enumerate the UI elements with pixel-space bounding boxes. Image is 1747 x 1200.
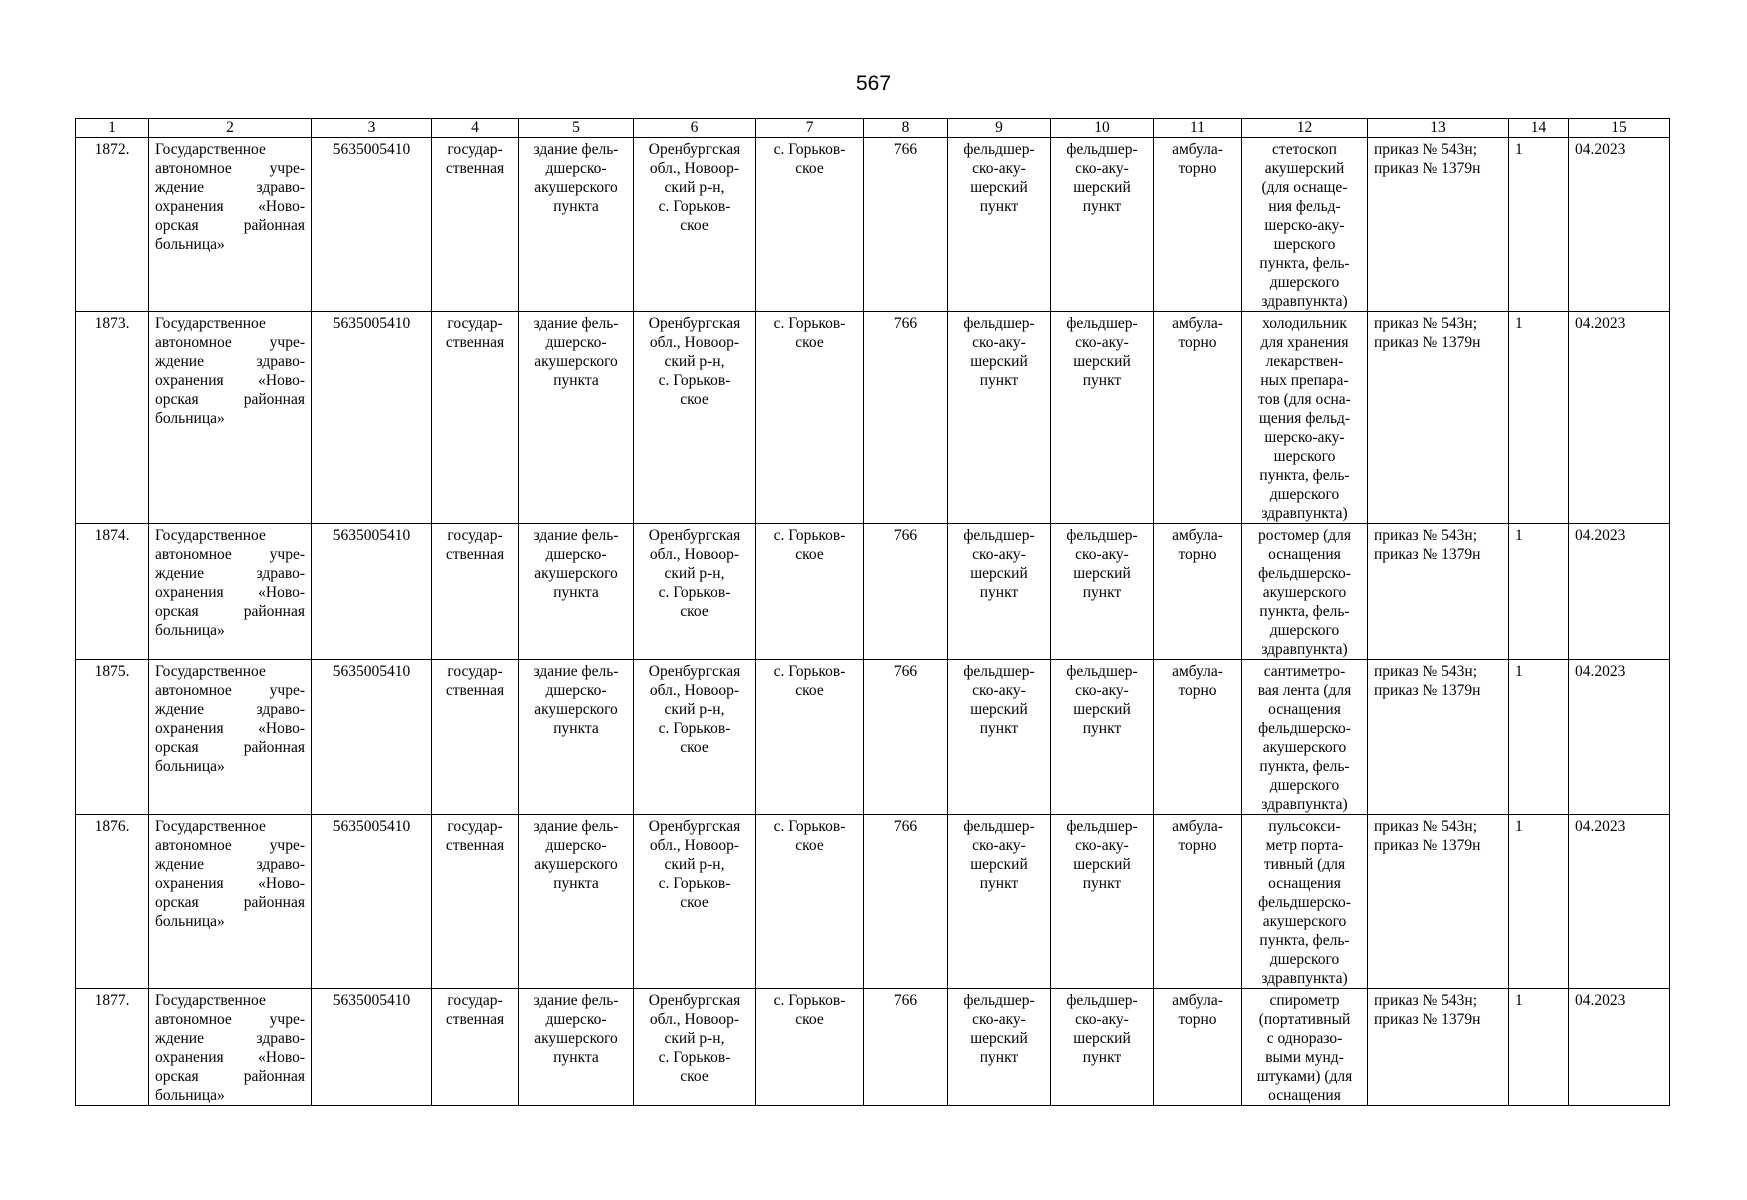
ownership-form: государ- ственная <box>432 138 519 312</box>
building-type: здание фель- дшерско- акушерского пункта <box>519 312 634 524</box>
equipment: стетоскоп акушерский (для оснаще- ния фельд- шерско-аку- шерского пункта, фель- дшерского здравпункта) <box>1242 138 1368 312</box>
care-form: амбула- торно <box>1154 524 1242 660</box>
unit-type: фельдшер- ско-аку- шерский пункт <box>948 138 1051 312</box>
page-number: 567 <box>855 72 892 95</box>
column-header: 6 <box>634 119 756 138</box>
code: 766 <box>864 989 948 1106</box>
address: Оренбургская обл., Новоор- ский р-н, с. Горьков- ское <box>634 989 756 1106</box>
date: 04.2023 <box>1569 815 1670 989</box>
settlement: с. Горьков- ское <box>756 138 864 312</box>
column-number-row <box>76 119 1670 138</box>
column-header: 8 <box>864 119 948 138</box>
order-reference: приказ № 543н; приказ № 1379н <box>1368 312 1509 524</box>
unit-type: фельдшер- ско-аку- шерский пункт <box>948 312 1051 524</box>
table-row <box>76 660 1670 815</box>
organization-name: Государственное автономное учре-ждение здраво-охранения «Ново-орская районная больница» <box>149 312 312 524</box>
building-type: здание фель- дшерско- акушерского пункта <box>519 524 634 660</box>
unit-type: фельдшер- ско-аку- шерский пункт <box>948 815 1051 989</box>
column-header: 15 <box>1569 119 1670 138</box>
unit-name: фельдшер- ско-аку- шерский пункт <box>1051 524 1154 660</box>
settlement: с. Горьков- ское <box>756 815 864 989</box>
equipment: холодильник для хранения лекарствен- ных препара- тов (для осна- щения фельд- шерско-аку- шерского пункта, фель- дшерского здравпункта) <box>1242 312 1368 524</box>
building-type: здание фель- дшерско- акушерского пункта <box>519 138 634 312</box>
unit-name: фельдшер- ско-аку- шерский пункт <box>1051 312 1154 524</box>
care-form: амбула- торно <box>1154 989 1242 1106</box>
building-type: здание фель- дшерско- акушерского пункта <box>519 989 634 1106</box>
column-header: 4 <box>432 119 519 138</box>
inn-code: 5635005410 <box>312 312 432 524</box>
unit-name: фельдшер- ско-аку- шерский пункт <box>1051 660 1154 815</box>
row-number: 1876. <box>76 815 149 989</box>
order-reference: приказ № 543н; приказ № 1379н <box>1368 660 1509 815</box>
column-header: 1 <box>76 119 149 138</box>
code: 766 <box>864 660 948 815</box>
inn-code: 5635005410 <box>312 660 432 815</box>
organization-name: Государственное автономное учре-ждение здраво-охранения «Ново-орская районная больница» <box>149 524 312 660</box>
ownership-form: государ- ственная <box>432 660 519 815</box>
quantity: 1 <box>1509 138 1569 312</box>
order-reference: приказ № 543н; приказ № 1379н <box>1368 989 1509 1106</box>
table-row <box>76 312 1670 524</box>
row-number: 1874. <box>76 524 149 660</box>
address: Оренбургская обл., Новоор- ский р-н, с. Горьков- ское <box>634 660 756 815</box>
organization-name: Государственное автономное учре-ждение здраво-охранения «Ново-орская районная больница» <box>149 660 312 815</box>
column-header: 11 <box>1154 119 1242 138</box>
address: Оренбургская обл., Новоор- ский р-н, с. Горьков- ское <box>634 312 756 524</box>
table-row <box>76 138 1670 312</box>
organization-name: Государственное автономное учре-ждение здраво-охранения «Ново-орская районная больница» <box>149 989 312 1106</box>
settlement: с. Горьков- ское <box>756 524 864 660</box>
column-header: 10 <box>1051 119 1154 138</box>
column-header: 14 <box>1509 119 1569 138</box>
date: 04.2023 <box>1569 989 1670 1106</box>
equipment: сантиметро- вая лента (для оснащения фельдшерско- акушерского пункта, фель- дшерского здравпункта) <box>1242 660 1368 815</box>
code: 766 <box>864 815 948 989</box>
column-header: 2 <box>149 119 312 138</box>
row-number: 1873. <box>76 312 149 524</box>
building-type: здание фель- дшерско- акушерского пункта <box>519 660 634 815</box>
column-header: 12 <box>1242 119 1368 138</box>
ownership-form: государ- ственная <box>432 524 519 660</box>
care-form: амбула- торно <box>1154 660 1242 815</box>
equipment: ростомер (для оснащения фельдшерско- акушерского пункта, фель- дшерского здравпункта) <box>1242 524 1368 660</box>
row-number: 1875. <box>76 660 149 815</box>
date: 04.2023 <box>1569 524 1670 660</box>
address: Оренбургская обл., Новоор- ский р-н, с. Горьков- ское <box>634 815 756 989</box>
settlement: с. Горьков- ское <box>756 312 864 524</box>
inn-code: 5635005410 <box>312 138 432 312</box>
ownership-form: государ- ственная <box>432 989 519 1106</box>
column-header: 5 <box>519 119 634 138</box>
unit-name: фельдшер- ско-аку- шерский пункт <box>1051 138 1154 312</box>
unit-type: фельдшер- ско-аку- шерский пункт <box>948 989 1051 1106</box>
code: 766 <box>864 312 948 524</box>
quantity: 1 <box>1509 524 1569 660</box>
ownership-form: государ- ственная <box>432 815 519 989</box>
inn-code: 5635005410 <box>312 989 432 1106</box>
quantity: 1 <box>1509 660 1569 815</box>
code: 766 <box>864 138 948 312</box>
order-reference: приказ № 543н; приказ № 1379н <box>1368 524 1509 660</box>
building-type: здание фель- дшерско- акушерского пункта <box>519 815 634 989</box>
date: 04.2023 <box>1569 660 1670 815</box>
table-row <box>76 815 1670 989</box>
unit-type: фельдшер- ско-аку- шерский пункт <box>948 524 1051 660</box>
unit-name: фельдшер- ско-аку- шерский пункт <box>1051 815 1154 989</box>
table-row <box>76 524 1670 660</box>
equipment: пульсокси- метр порта- тивный (для оснащения фельдшерско- акушерского пункта, фель- дшерского здравпункта) <box>1242 815 1368 989</box>
care-form: амбула- торно <box>1154 138 1242 312</box>
settlement: с. Горьков- ское <box>756 660 864 815</box>
date: 04.2023 <box>1569 312 1670 524</box>
column-header: 3 <box>312 119 432 138</box>
table-row <box>76 989 1670 1106</box>
column-header: 7 <box>756 119 864 138</box>
address: Оренбургская обл., Новоор- ский р-н, с. Горьков- ское <box>634 524 756 660</box>
row-number: 1872. <box>76 138 149 312</box>
settlement: с. Горьков- ское <box>756 989 864 1106</box>
date: 04.2023 <box>1569 138 1670 312</box>
inn-code: 5635005410 <box>312 524 432 660</box>
unit-name: фельдшер- ско-аку- шерский пункт <box>1051 989 1154 1106</box>
column-header: 9 <box>948 119 1051 138</box>
equipment: спирометр (портативный с одноразо- выми мунд- штуками) (для оснащения <box>1242 989 1368 1106</box>
order-reference: приказ № 543н; приказ № 1379н <box>1368 138 1509 312</box>
quantity: 1 <box>1509 815 1569 989</box>
address: Оренбургская обл., Новоор- ский р-н, с. Горьков- ское <box>634 138 756 312</box>
ownership-form: государ- ственная <box>432 312 519 524</box>
care-form: амбула- торно <box>1154 815 1242 989</box>
code: 766 <box>864 524 948 660</box>
order-reference: приказ № 543н; приказ № 1379н <box>1368 815 1509 989</box>
inn-code: 5635005410 <box>312 815 432 989</box>
quantity: 1 <box>1509 312 1569 524</box>
registry-table <box>75 118 1670 1106</box>
care-form: амбула- торно <box>1154 312 1242 524</box>
quantity: 1 <box>1509 989 1569 1106</box>
organization-name: Государственное автономное учре-ждение здраво-охранения «Ново-орская районная больница» <box>149 138 312 312</box>
row-number: 1877. <box>76 989 149 1106</box>
organization-name: Государственное автономное учре-ждение здраво-охранения «Ново-орская районная больница» <box>149 815 312 989</box>
unit-type: фельдшер- ско-аку- шерский пункт <box>948 660 1051 815</box>
column-header: 13 <box>1368 119 1509 138</box>
